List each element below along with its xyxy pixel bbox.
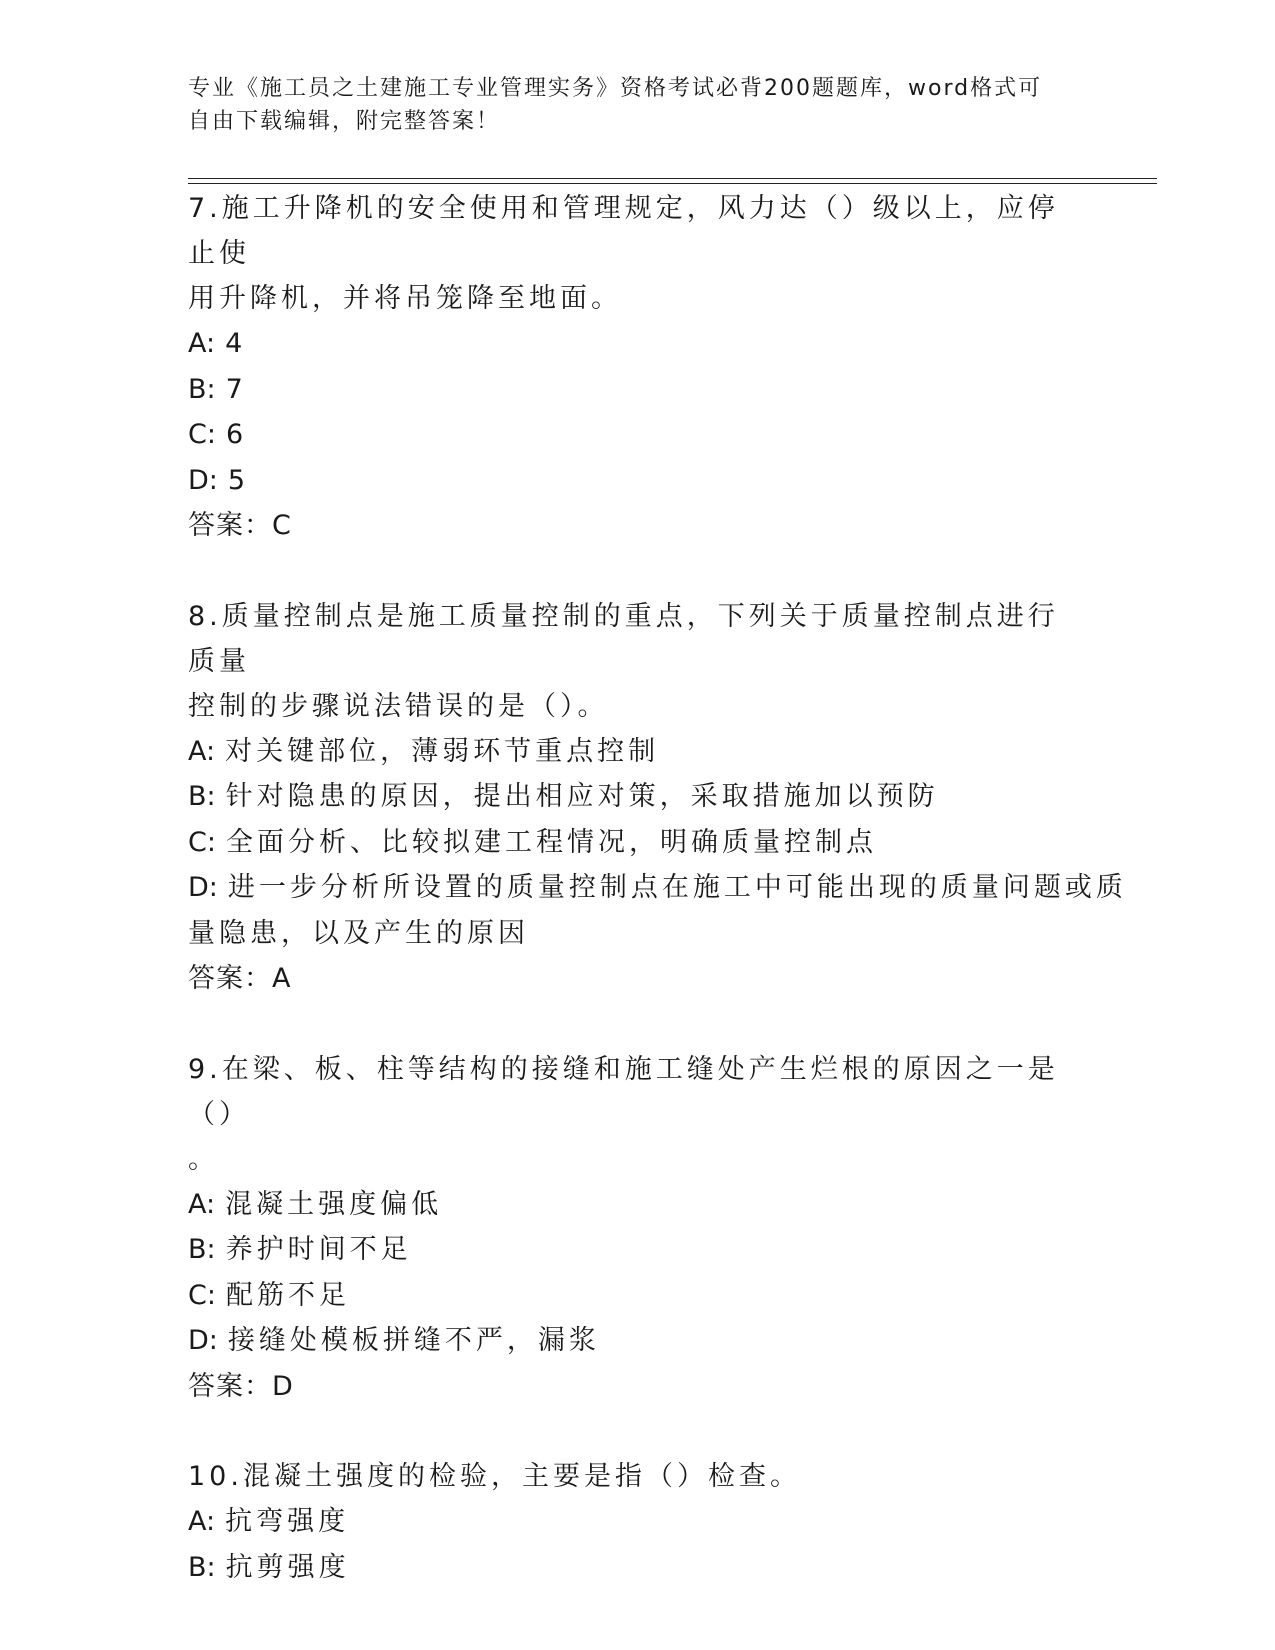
question-8	[188, 594, 1127, 1002]
header-divider-bottom	[188, 183, 1157, 184]
option-d: D: 接缝处模板拼缝不严，漏浆	[188, 1325, 600, 1356]
option-b: B: 养护时间不足	[188, 1234, 412, 1265]
spacer	[188, 1409, 1088, 1454]
question-text: 9.在梁、板、柱等结构的接缝和施工缝处产生烂根的原因之一是（） 。	[188, 1053, 1059, 1175]
question-10	[188, 1454, 1088, 1590]
question-number: 7.	[188, 193, 222, 224]
question-list	[188, 186, 1127, 1590]
question-text: 8.质量控制点是施工质量控制的重点，下列关于质量控制点进行质量 控制的步骤说法错误的是（）。	[188, 600, 1059, 722]
question-number: 8.	[188, 600, 222, 632]
question-7	[188, 186, 1088, 549]
answer: 答案：D	[188, 1370, 294, 1402]
option-b: B: 抗剪强度	[188, 1551, 350, 1583]
question-text: 10.混凝土强度的检验，主要是指（）检查。	[188, 1461, 801, 1492]
option-d: D: 5	[188, 464, 250, 496]
answer-value: A	[272, 963, 292, 994]
option-a: A: 混凝土强度偏低	[188, 1188, 443, 1220]
option-a: A: 对关键部位，薄弱环节重点控制	[188, 735, 660, 767]
header-divider-top	[188, 178, 1157, 179]
document-header	[188, 72, 1068, 138]
option-a: A: 4	[188, 328, 247, 359]
header-line-1: 专业《施工员之土建施工专业管理实务》资格考试必背200题题库，word格式可	[188, 76, 1043, 101]
answer-value: D	[272, 1370, 294, 1402]
question-number: 9.	[188, 1053, 222, 1085]
header-line-2: 自由下载编辑，附完整答案！	[188, 109, 501, 134]
option-b: B: 7	[188, 373, 247, 405]
answer: 答案：A	[188, 963, 292, 994]
question-9	[188, 1047, 1088, 1410]
option-c: C: 配筋不足	[188, 1279, 350, 1311]
spacer	[188, 1002, 1088, 1047]
option-b: B: 针对隐患的原因，提出相应对策，采取措施加以预防	[188, 781, 939, 812]
option-c: C: 6	[188, 419, 248, 450]
option-d: D: 进一步分析所设置的质量控制点在施工中可能出现的质量问题或质 量隐患，以及产生的原因	[188, 872, 1127, 949]
option-a: A: 抗弯强度	[188, 1506, 350, 1537]
answer: 答案：C	[188, 510, 292, 541]
answer-value: C	[272, 510, 292, 541]
spacer	[188, 549, 1088, 594]
option-c: C: 全面分析、比较拟建工程情况，明确质量控制点	[188, 826, 877, 858]
question-number: 10.	[188, 1461, 243, 1492]
question-text: 7.施工升降机的安全使用和管理规定，风力达（）级以上，应停止使 用升降机，并将吊笼降至地面。	[188, 193, 1059, 314]
